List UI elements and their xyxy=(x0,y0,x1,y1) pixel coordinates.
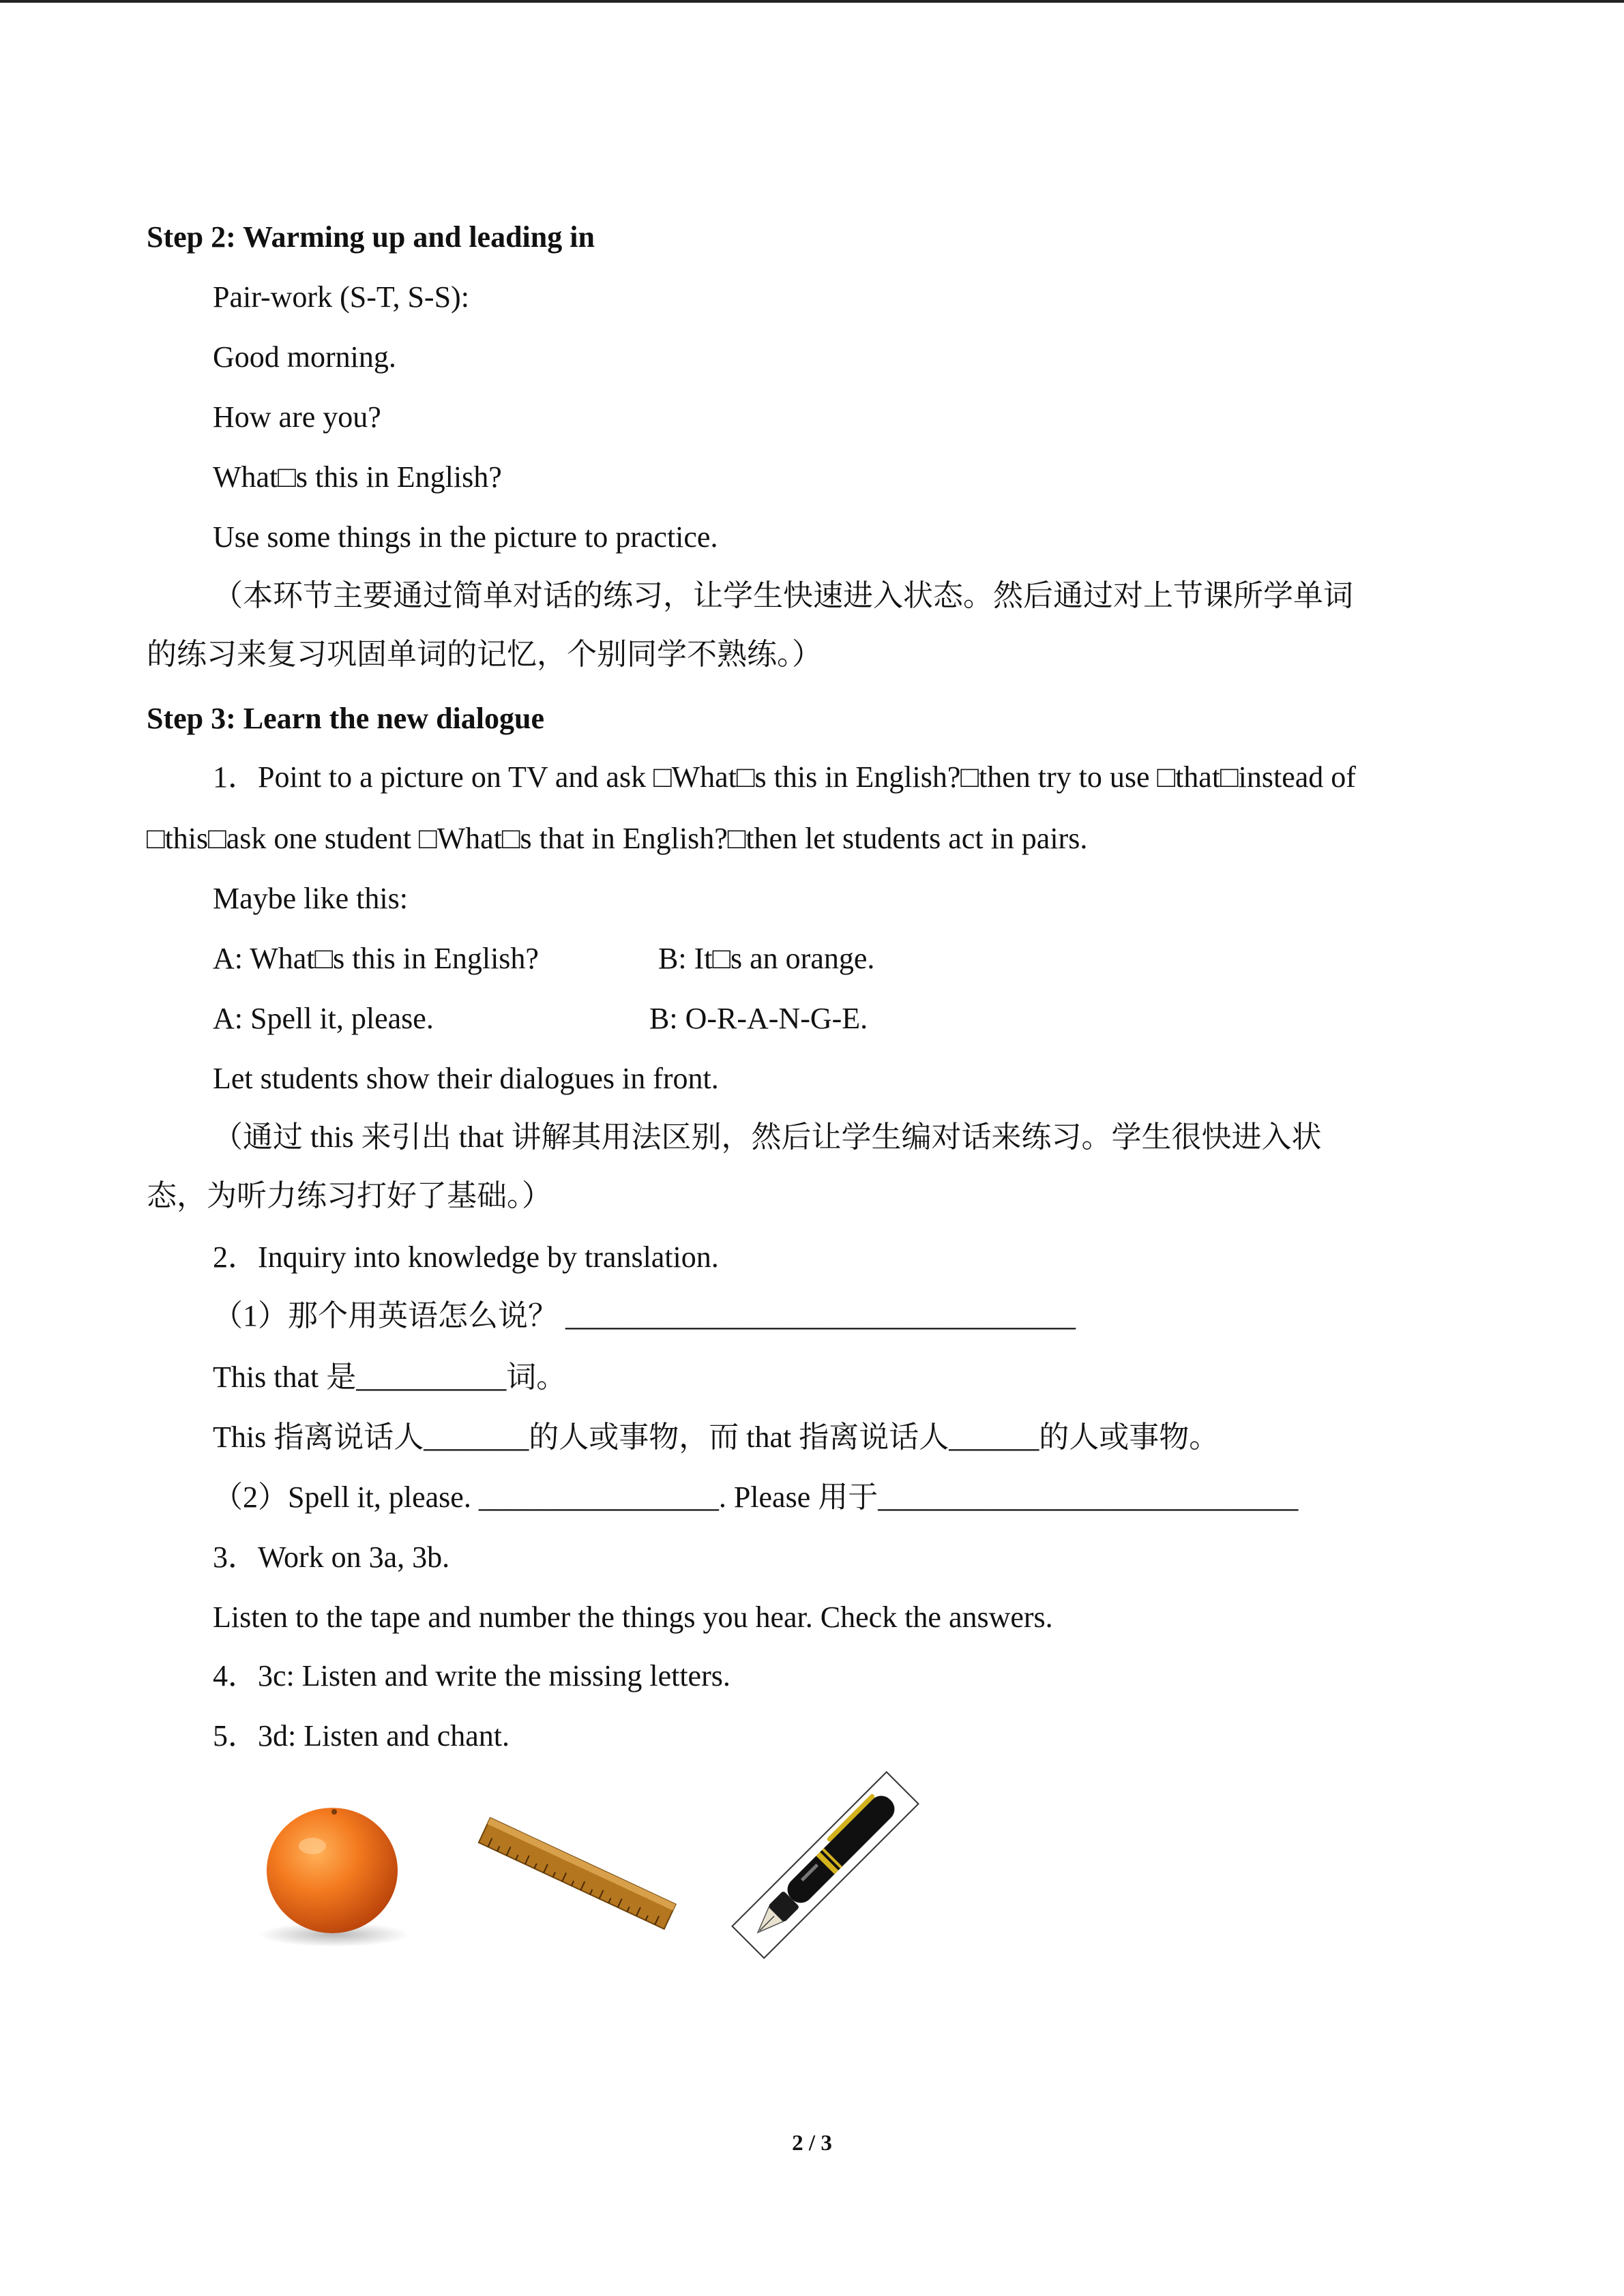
step3-item2: 2．Inquiry into knowledge by translation. xyxy=(213,1240,719,1274)
step3-q2: （2）Spell it, please. ________________. Please 用于____________________________ xyxy=(213,1480,1299,1514)
step3-note-line2: 态，为听力练习打好了基础。） xyxy=(147,1179,552,1212)
fountain-pen-image xyxy=(723,1766,928,1964)
page-number: 2 / 3 xyxy=(792,2131,832,2156)
dialogue-a-1: A: What□s this in English? xyxy=(213,942,539,975)
step2-note-line2: 的练习来复习巩固单词的记忆，个别同学不熟练。） xyxy=(147,638,822,671)
step3-maybe: Maybe like this: xyxy=(213,882,408,915)
step3-item4: 4．3c: Listen and write the missing letters. xyxy=(213,1659,730,1693)
step3-note-line1: （通过 this 来引出 that 讲解其用法区别，然后让学生编对话来练习。学生很快进入状 xyxy=(213,1120,1322,1154)
dialogue-a-2: A: Spell it, please. xyxy=(213,1002,434,1035)
dialogue-b-1: B: It□s an orange. xyxy=(658,942,875,975)
step2-line-use-things: Use some things in the picture to practice. xyxy=(213,520,718,554)
step2-line-how-are-you: How are you? xyxy=(213,400,381,434)
step3-item1-line2: □this□ask one student □What□s that in English?□then let students act in pairs. xyxy=(147,822,1088,855)
step2-line-pairwork: Pair-work (S-T, S-S): xyxy=(213,280,469,314)
step3-show: Let students show their dialogues in front. xyxy=(213,1062,719,1095)
step3-item3-detail: Listen to the tape and number the things you hear. Check the answers. xyxy=(213,1600,1053,1634)
step2-heading: Step 2: Warming up and leading in xyxy=(147,220,595,254)
dialogue-b-2: B: O-R-A-N-G-E. xyxy=(649,1002,868,1035)
step3-q1-b: This 指离说话人_______的人或事物，而 that 指离说话人______的人或事物。 xyxy=(213,1420,1220,1454)
ruler-image xyxy=(471,1817,682,1933)
step3-item5: 5．3d: Listen and chant. xyxy=(213,1719,510,1753)
step2-line-good-morning: Good morning. xyxy=(213,340,396,374)
orange-image xyxy=(232,1790,443,1954)
page-top-border xyxy=(0,0,1624,3)
step2-line-whats-this: What□s this in English? xyxy=(213,460,502,494)
step3-item3: 3．Work on 3a, 3b. xyxy=(213,1540,450,1574)
step2-note-line1: （本环节主要通过简单对话的练习，让学生快速进入状态。然后通过对上节课所学单词 xyxy=(213,579,1353,612)
step3-item1-line1: 1．Point to a picture on TV and ask □What□s this in English?□then try to use □that□instead of xyxy=(213,760,1356,794)
step3-heading: Step 3: Learn the new dialogue xyxy=(147,702,544,735)
step3-q1-a: This that 是__________词。 xyxy=(213,1360,567,1394)
step3-q1: （1）那个用英语怎么说？ __________________________________ xyxy=(213,1299,1076,1332)
